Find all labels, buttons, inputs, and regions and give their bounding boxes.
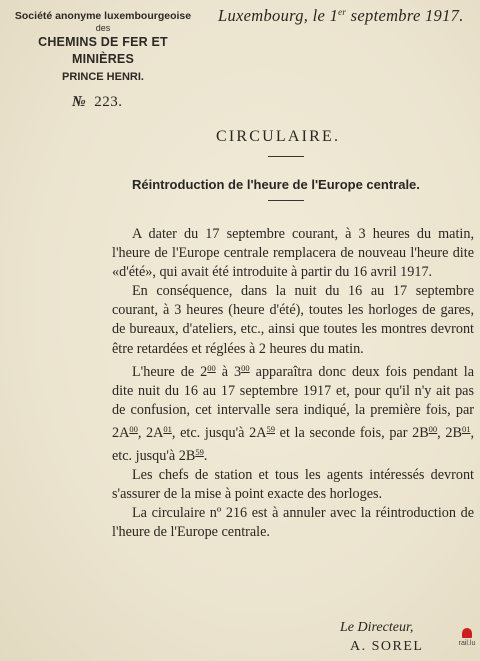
company-line-2: des bbox=[95, 23, 111, 33]
p3-text: , etc. jusqu'à 2B bbox=[112, 424, 474, 465]
paragraph-2: En conséquence, dans la nuit du 16 au 17 septembre courant, à 3 heures (heure d'été), toutes les horloges de gares, de bureaux, d'ateliers, etc., ainsi que toutes les montres devront être retardées et réglées à 2 heures du matin. bbox=[112, 283, 474, 357]
document-body bbox=[112, 225, 474, 543]
railway-logo-icon bbox=[462, 628, 472, 638]
p3-text: . bbox=[203, 448, 208, 465]
document-subtitle: Réintroduction de l'heure de l'Europe centrale. bbox=[132, 177, 420, 192]
number-value: 223. bbox=[94, 94, 123, 110]
circular-number bbox=[72, 94, 122, 111]
paragraph-1: A dater du 17 septembre courant, à 3 heures du matin, l'heure de l'Europe centrale remplacera de nouveau l'heure dite «d'été», qui avait été introduite à partir du 16 avril 1917. bbox=[112, 226, 474, 281]
place-date-main: Luxembourg, le 1 bbox=[218, 6, 339, 25]
place-date-rest: septembre 1917. bbox=[346, 6, 464, 25]
p3-minutes: 00 bbox=[241, 362, 250, 373]
paragraph-3 bbox=[112, 359, 474, 466]
p3-minutes: 01 bbox=[163, 423, 172, 434]
p3-text: apparaîtra donc deux fois pendant la dite nuit du 16 au 17 septembre 1917 et, pour qu'il n'y ait pas de confusion, cet intervalle sera indiqué, la première fois, par 2A bbox=[112, 363, 474, 441]
p3-minutes: 01 bbox=[461, 423, 471, 434]
paragraph-4: Les chefs de station et tous les agents intéressés devront s'assurer de la mise à point exacte des horloges. bbox=[112, 467, 474, 503]
company-letterhead bbox=[8, 10, 198, 85]
subtitle-divider bbox=[268, 200, 304, 201]
place-date bbox=[218, 6, 476, 26]
company-line-1: Société anonyme luxembourgeoise bbox=[14, 10, 192, 22]
number-sign: № bbox=[72, 94, 87, 110]
document-heading: CIRCULAIRE. bbox=[216, 128, 341, 145]
heading-divider bbox=[268, 156, 304, 157]
p3-minutes: 00 bbox=[428, 423, 438, 434]
watermark bbox=[454, 628, 480, 647]
p3-text: et la seconde fois, par 2B bbox=[274, 424, 429, 441]
p3-minutes: 00 bbox=[129, 423, 138, 434]
p3-minutes: 59 bbox=[266, 423, 275, 434]
paragraph-5: La circulaire nº 216 est à annuler avec la réintroduction de l'heure de l'Europe centrale. bbox=[112, 505, 474, 541]
company-name: CHEMINS DE FER ET MINIÈRES bbox=[38, 35, 168, 66]
signature-name: A. SOREL bbox=[350, 639, 424, 654]
p3-text: à 3 bbox=[215, 363, 242, 380]
p3-minutes: 00 bbox=[207, 362, 216, 373]
signature-title: Le Directeur, bbox=[340, 620, 414, 635]
p3-text: , etc. jusqu'à 2A bbox=[171, 424, 267, 441]
p3-text: , 2B bbox=[437, 424, 462, 441]
p3-text: L'heure de 2 bbox=[132, 363, 208, 380]
watermark-text: rail.lu bbox=[458, 640, 476, 647]
p3-text: , 2A bbox=[137, 424, 164, 441]
place-date-superscript: er bbox=[338, 7, 347, 17]
company-subname: PRINCE HENRI. bbox=[62, 71, 144, 83]
p3-minutes: 59 bbox=[195, 447, 204, 458]
